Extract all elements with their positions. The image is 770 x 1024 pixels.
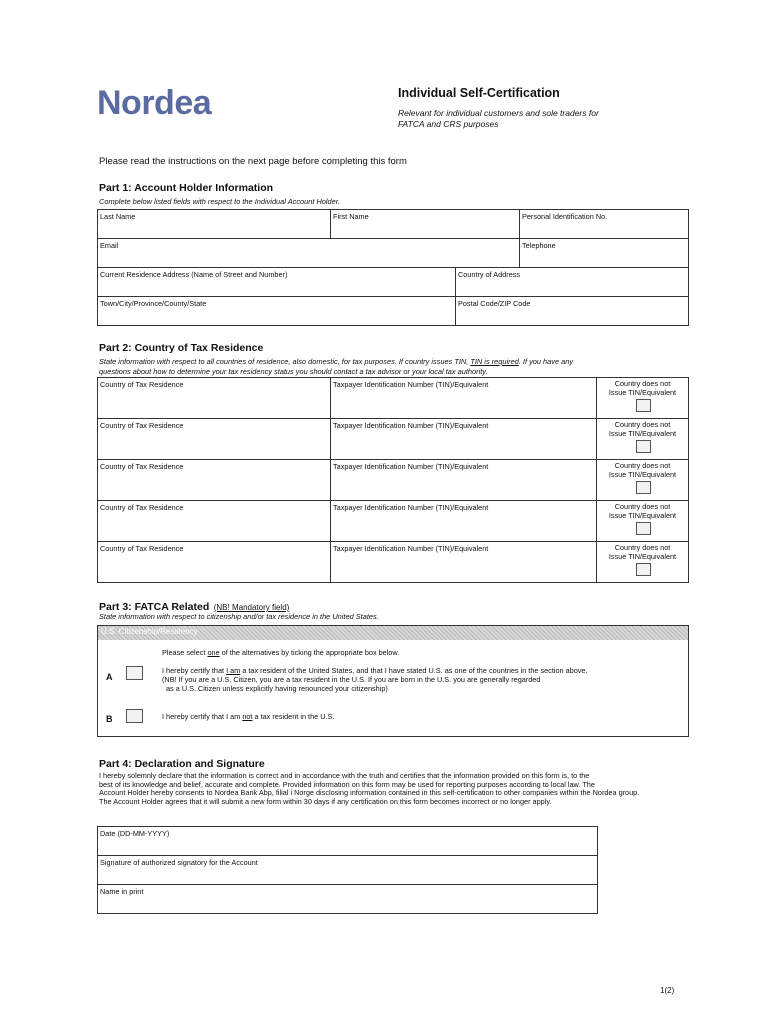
tax-country-field[interactable]: [97, 500, 331, 542]
mandatory-note: (NB! Mandatory field): [213, 603, 290, 612]
declaration-text: [99, 772, 689, 806]
tin-field[interactable]: [330, 418, 597, 460]
no-tin-cell: [596, 418, 689, 460]
tin-label: Taxpayer Identification Number (TIN)/Equivalent: [333, 503, 489, 512]
telephone-field[interactable]: [519, 238, 689, 268]
tin-label: Taxpayer Identification Number (TIN)/Equivalent: [333, 380, 489, 389]
tin-field[interactable]: [330, 500, 597, 542]
first-name-label: First Name: [333, 212, 369, 221]
option-b-text: [162, 712, 334, 721]
no-tin-label-2: Issue TIN/Equivalent: [608, 428, 677, 438]
no-tin-label-1: Country does not: [614, 461, 671, 470]
telephone-label: Telephone: [522, 241, 556, 250]
part2-note: [99, 357, 699, 376]
select-text-start: Please select: [162, 648, 208, 657]
no-tin-checkbox[interactable]: [636, 563, 651, 576]
country-address-label: Country of Address: [458, 270, 521, 279]
email-field[interactable]: [97, 238, 520, 268]
no-tin-label-1: Country does not: [614, 379, 671, 388]
no-tin-label-1: Country does not: [614, 543, 671, 552]
address-label: Current Residence Address (Name of Street and Number): [100, 270, 288, 279]
option-b-checkbox[interactable]: [126, 709, 143, 723]
option-b-label: B: [106, 714, 113, 724]
option-a-line1-am: I am: [226, 666, 241, 675]
option-a-label: A: [106, 672, 113, 682]
option-b-text-not: not: [242, 712, 253, 721]
part3-note: State information with respect to citizenship and/or tax residence in the United States.: [99, 612, 379, 621]
subtitle-line-2: FATCA and CRS purposes: [398, 119, 499, 129]
option-b-text-end: a tax resident in the U.S.: [252, 712, 335, 721]
option-a-line2: (NB! If you are a U.S. Citizen, you are a tax resident in the U.S. If you are born in the U.S. you are generally regarded: [162, 675, 541, 684]
part2-note-line2: questions about how to determine your tax residency status you should contact a tax advisor or your local tax authority.: [99, 366, 488, 376]
tax-country-label: Country of Tax Residence: [100, 544, 184, 553]
part1-note: Complete below listed fields with respect to the Individual Account Holder.: [99, 197, 341, 206]
no-tin-cell: [596, 500, 689, 542]
select-text-end: of the alternatives by ticking the appropriate box below.: [219, 648, 400, 657]
no-tin-label-2: Issue TIN/Equivalent: [608, 551, 677, 561]
tax-country-field[interactable]: [97, 541, 331, 583]
no-tin-label-2: Issue TIN/Equivalent: [608, 510, 677, 520]
country-address-field[interactable]: [455, 267, 689, 297]
tax-country-field[interactable]: [97, 459, 331, 501]
option-a-checkbox[interactable]: [126, 666, 143, 680]
no-tin-checkbox[interactable]: [636, 440, 651, 453]
last-name-label: Last Name: [100, 212, 136, 221]
last-name-field[interactable]: [97, 209, 331, 239]
option-b-text-start: I hereby certify that I am: [162, 712, 243, 721]
tin-field[interactable]: [330, 541, 597, 583]
no-tin-cell: [596, 541, 689, 583]
no-tin-checkbox[interactable]: [636, 481, 651, 494]
nordea-logo: Nordea: [97, 84, 212, 122]
intro-text: Please read the instructions on the next page before completing this form: [99, 156, 407, 167]
town-field[interactable]: [97, 296, 456, 326]
tin-field[interactable]: [330, 459, 597, 501]
declaration-line-4: The Account Holder agrees that it will submit a new form within 30 days if any certification on this form becomes incorrect or no longer apply.: [99, 796, 552, 806]
no-tin-cell: [596, 459, 689, 501]
no-tin-label-2: Issue TIN/Equivalent: [608, 387, 677, 397]
tin-label: Taxpayer Identification Number (TIN)/Equivalent: [333, 544, 489, 553]
name-in-print-field[interactable]: [97, 884, 598, 914]
tax-country-field[interactable]: [97, 418, 331, 460]
citizenship-bar: U.S. Citizenship/Residency: [98, 626, 688, 640]
address-field[interactable]: [97, 267, 456, 297]
fatca-section: [97, 625, 689, 737]
declaration-line-1: I hereby solemnly declare that the information is correct and in accordance with the truth and certifies that the information provided on this form is, to the: [99, 771, 590, 780]
tax-country-label: Country of Tax Residence: [100, 503, 184, 512]
option-a-line1-end: a tax resident of the United States, and that I have stated U.S. as one of the countries in the section above.: [240, 666, 588, 675]
tax-country-label: Country of Tax Residence: [100, 462, 184, 471]
tax-country-field[interactable]: [97, 377, 331, 419]
subtitle-line-1: Relevant for individual customers and sole traders for: [398, 108, 599, 118]
postal-code-field[interactable]: [455, 296, 689, 326]
select-text-one: one: [207, 648, 220, 657]
town-label: Town/City/Province/County/State: [100, 299, 207, 308]
first-name-field[interactable]: [330, 209, 520, 239]
part2-note-required: TIN is required: [470, 357, 519, 366]
no-tin-checkbox[interactable]: [636, 522, 651, 535]
declaration-line-3: Account Holder hereby consents to Nordea Bank Abp, filial i Norge disclosing information contained in this self-certification to other companies within the Nordea group.: [99, 788, 640, 798]
form-title: Individual Self-Certification: [398, 86, 560, 100]
part2-heading: Part 2: Country of Tax Residence: [99, 342, 264, 354]
tin-label: Taxpayer Identification Number (TIN)/Equivalent: [333, 462, 489, 471]
part2-note-end: . If you have any: [518, 357, 574, 366]
no-tin-checkbox[interactable]: [636, 399, 651, 412]
option-a-line3: as a U.S. Citizen unless explicitly having renounced your citizenship): [166, 684, 388, 693]
part4-heading: Part 4: Declaration and Signature: [99, 758, 265, 770]
part3-heading: Part 3: FATCA Related: [99, 601, 210, 613]
date-field[interactable]: [97, 826, 598, 856]
no-tin-label-1: Country does not: [614, 420, 671, 429]
pin-field[interactable]: [519, 209, 689, 239]
date-label: Date (DD-MM-YYYY): [100, 829, 170, 838]
signature-field[interactable]: [97, 855, 598, 885]
pin-label: Personal Identification No.: [522, 212, 608, 221]
part2-note-start: State information with respect to all countries of residence, also domestic, for tax purposes. If country issues TIN,: [99, 357, 471, 366]
tin-field[interactable]: [330, 377, 597, 419]
option-a-text: [162, 666, 682, 693]
no-tin-cell: [596, 377, 689, 419]
tax-country-label: Country of Tax Residence: [100, 380, 184, 389]
signature-label: Signature of authorized signatory for the Account: [100, 858, 258, 867]
no-tin-label-2: Issue TIN/Equivalent: [608, 469, 677, 479]
tin-label: Taxpayer Identification Number (TIN)/Equivalent: [333, 421, 489, 430]
email-label: Email: [100, 241, 119, 250]
tax-country-label: Country of Tax Residence: [100, 421, 184, 430]
form-subtitle: [398, 108, 628, 130]
name-in-print-label: Name in print: [100, 887, 144, 896]
select-instruction: [162, 648, 399, 657]
option-a-line1-start: I hereby certify that: [162, 666, 227, 675]
declaration-line-2: best of its knowledge and belief, accurate and complete. Provided information on this form may be used for reporting purposes according to local law. The: [99, 779, 595, 789]
no-tin-label-1: Country does not: [614, 502, 671, 511]
part1-heading: Part 1: Account Holder Information: [99, 182, 274, 194]
postal-code-label: Postal Code/ZIP Code: [458, 299, 531, 308]
page-number: 1(2): [660, 986, 675, 995]
